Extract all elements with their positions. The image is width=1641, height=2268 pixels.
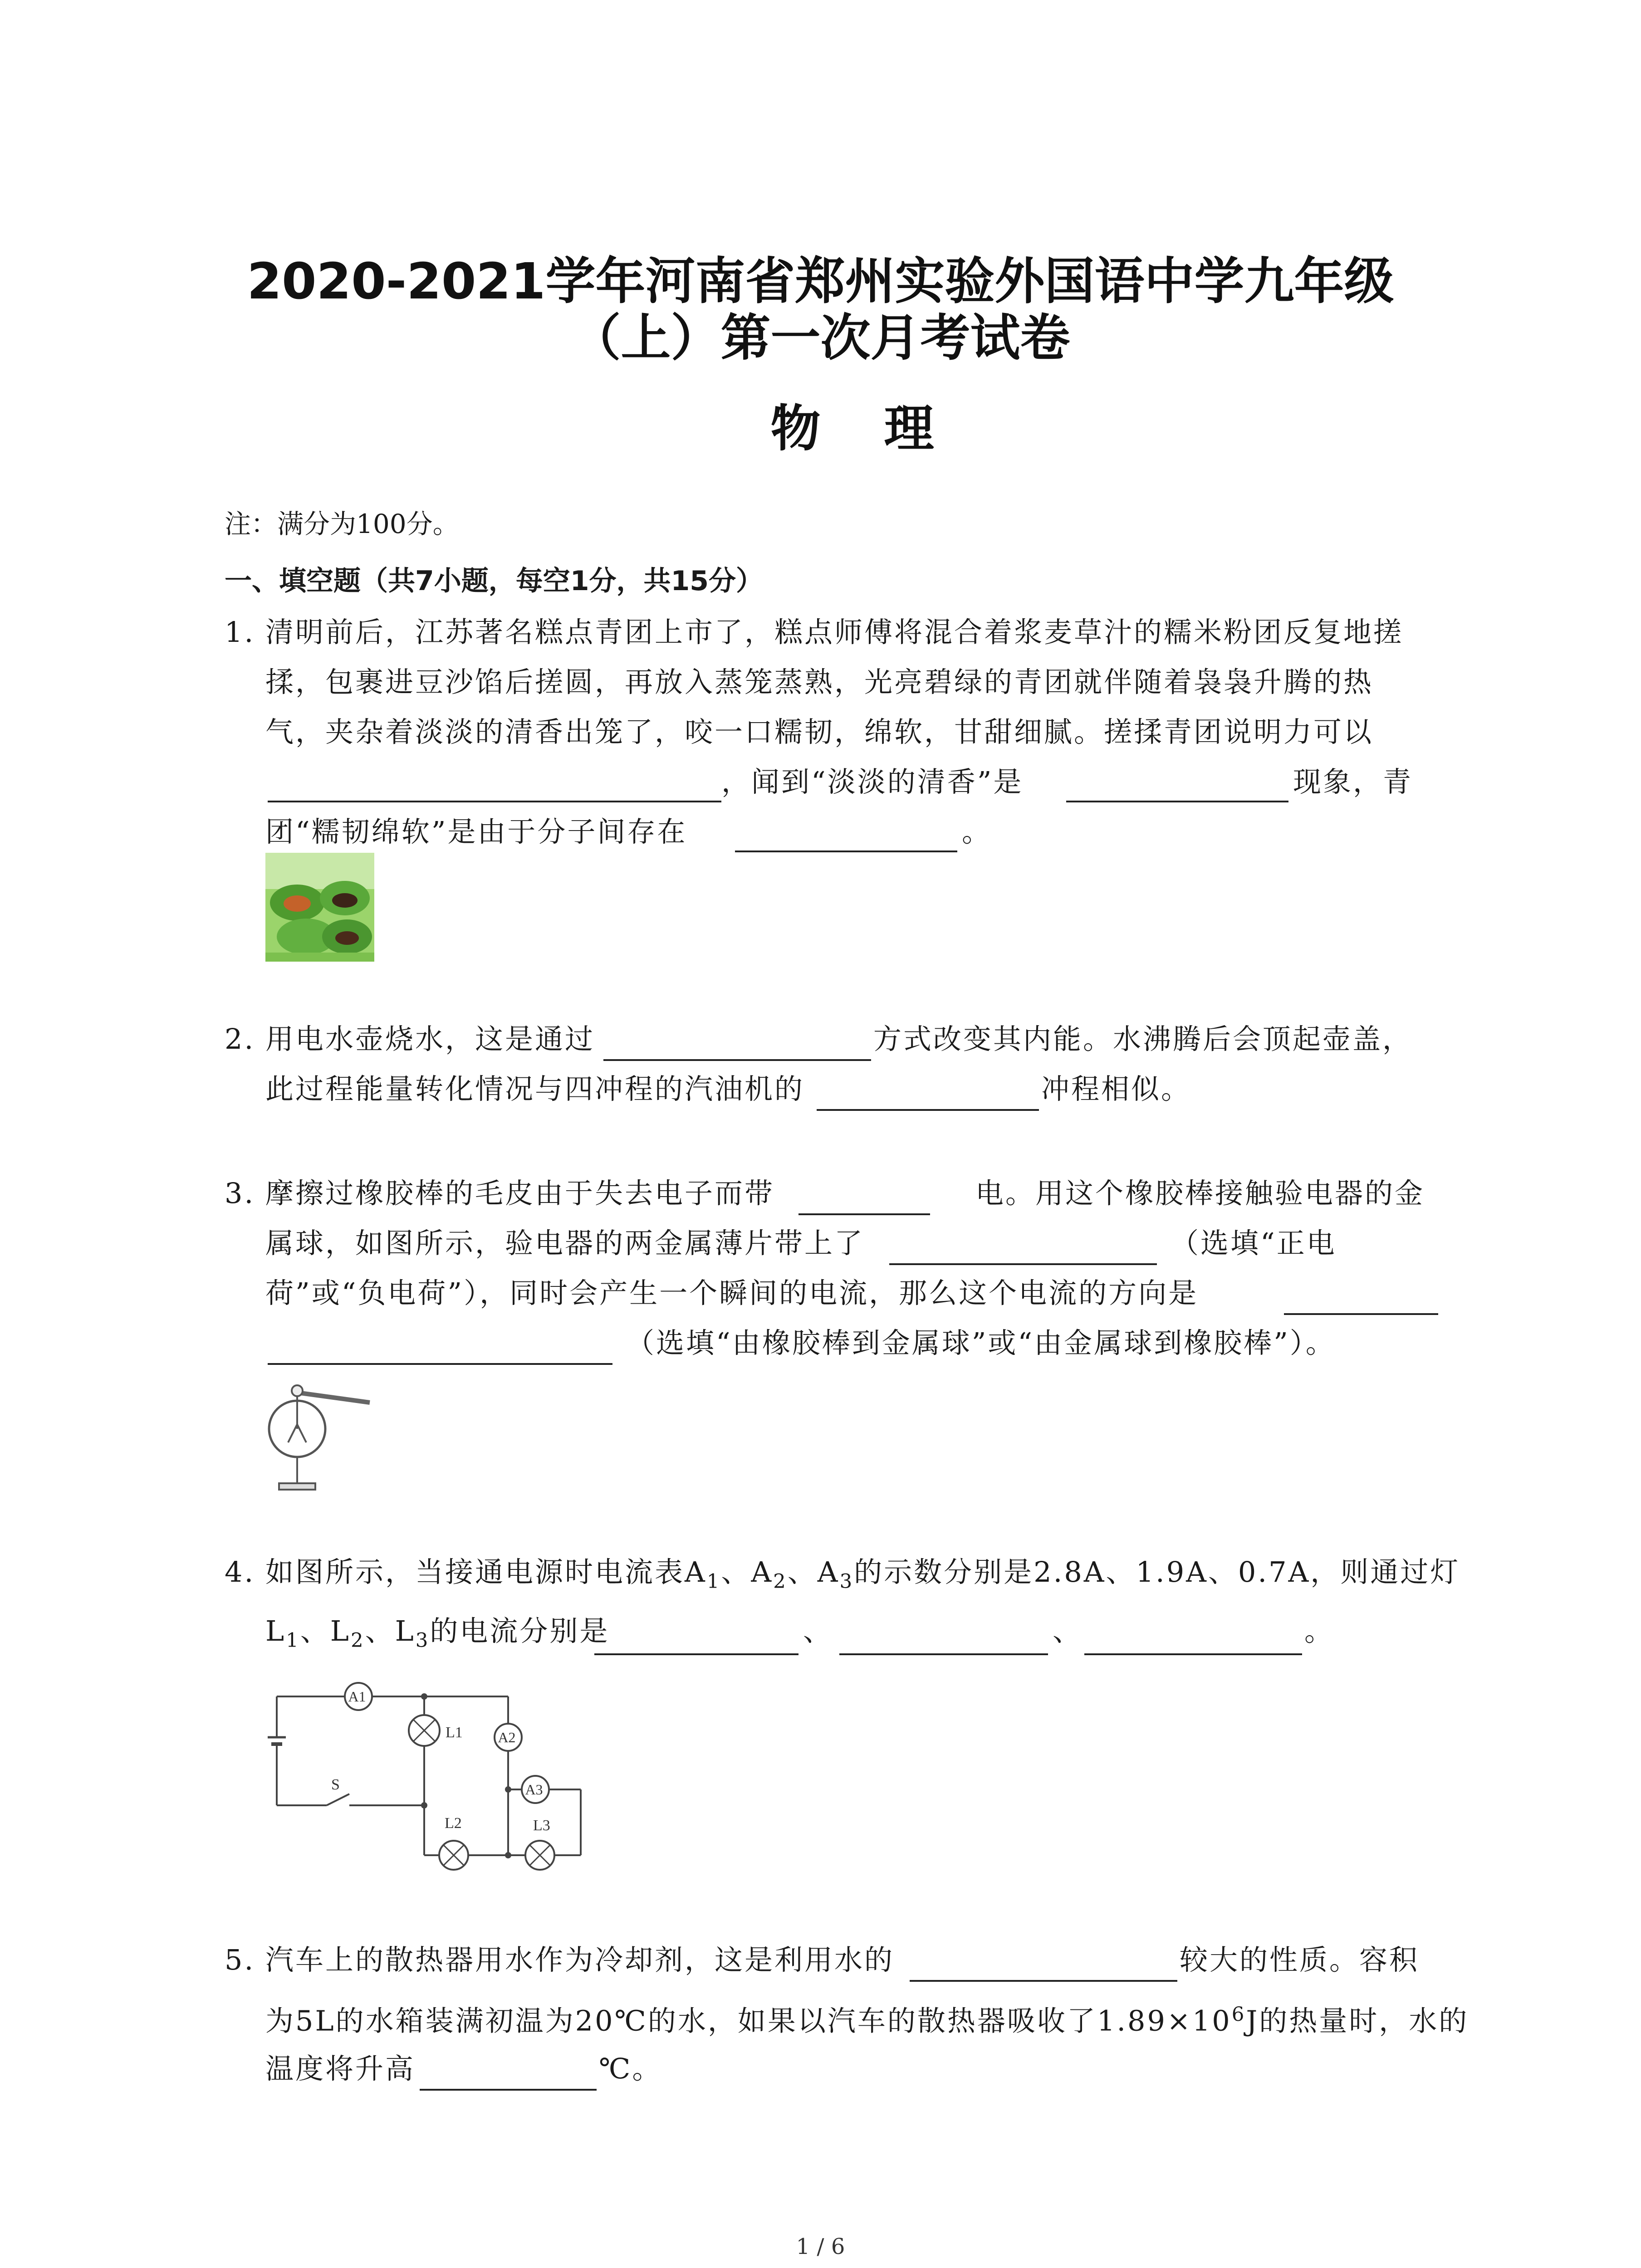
q4-blank-1[interactable] [594, 1653, 798, 1655]
q2-blank-1[interactable] [603, 1059, 871, 1061]
paper-title-line2: （上）第一次月考试卷 [571, 309, 1070, 367]
q4-number: 4. [225, 1555, 255, 1589]
q1-line4b: 现象，青 [1293, 765, 1413, 798]
q4-end: 。 [1304, 1614, 1335, 1647]
ammeter-a3-label: A3 [525, 1781, 543, 1798]
lamp-l2-label: L2 [445, 1815, 462, 1832]
q3-line1a: 摩擦过橡胶棒的毛皮由于失去电子而带 [265, 1177, 775, 1210]
q1-blank-3[interactable] [735, 850, 957, 852]
electroscope-figure [265, 1374, 374, 1501]
q4-dun-2: 、 [1053, 1614, 1083, 1647]
q4-line1: 如图所示，当接通电源时电流表$A_1$、$A_2$、$A_3$的示数分别是2.8A、1.9A、0.7A，则通过灯 [265, 1555, 1460, 1593]
ammeter-a2-label: A2 [498, 1729, 516, 1745]
circuit-diagram [268, 1674, 594, 1882]
q3-line3a: 荷”或“负电荷”），同时会产生一个瞬间的电流，那么这个电流的方向是 [265, 1276, 1199, 1310]
q5-line3b: ℃。 [599, 2052, 662, 2085]
q2-line1b: 方式改变其内能。水沸腾后会顶起壶盖， [873, 1022, 1413, 1056]
score-note: 注：满分为100分。 [225, 508, 459, 539]
q5-line1a: 汽车上的散热器用水作为冷却剂，这是利用水的 [265, 1943, 895, 1976]
q4-line2: $L_1$、$L_2$、$L_3$的电流分别是 [265, 1614, 610, 1652]
q5-line1b: 较大的性质。容积 [1180, 1943, 1420, 1976]
switch-s-label: S [331, 1776, 340, 1793]
subject-title: 物理 [770, 400, 998, 458]
q2-number: 2. [225, 1022, 255, 1056]
q4-dun-1: 、 [803, 1614, 833, 1647]
q2-blank-2[interactable] [817, 1109, 1039, 1111]
q5-line3a: 温度将升高 [265, 2052, 416, 2085]
q3-line2a: 属球，如图所示，验电器的两金属薄片带上了 [265, 1227, 865, 1260]
q3-blank-3a[interactable] [1284, 1313, 1438, 1315]
q1-line5b: 。 [962, 815, 992, 848]
q5-line2: 为5L的水箱装满初温为20℃的水，如果以汽车的散热器吸收了$1.89\times 10^6J$的热量时，水的 [265, 2003, 1469, 2038]
q5-number: 5. [225, 1943, 255, 1976]
q1-line2: 揉，包裹进豆沙馅后搓圆，再放入蒸笼蒸熟，光亮碧绿的青团就伴随着袅袅升腾的热 [265, 665, 1374, 699]
q3-blank-3b[interactable] [268, 1363, 612, 1365]
lamp-l1-label: L1 [446, 1724, 463, 1741]
q3-line2b: （选填“正电 [1171, 1227, 1337, 1260]
q2-line2a: 此过程能量转化情况与四冲程的汽油机的 [265, 1072, 805, 1105]
q3-blank-2[interactable] [889, 1263, 1157, 1265]
q5-blank-2[interactable] [420, 2089, 597, 2091]
q1-line4a: ，闻到“淡淡的清香”是 [721, 765, 1024, 798]
ammeter-a1-label: A1 [348, 1688, 366, 1705]
q2-line2b: 冲程相似。 [1041, 1072, 1191, 1105]
q3-number: 3. [225, 1177, 255, 1210]
page-number: 1 / 6 [796, 2234, 845, 2259]
q5-blank-1[interactable] [910, 1980, 1177, 1982]
q2-line1a: 用电水壶烧水，这是通过 [265, 1022, 595, 1056]
q3-line4b: （选填“由橡胶棒到金属球”或“由金属球到橡胶棒”）。 [626, 1326, 1336, 1359]
paper-title-line1: 2020-2021学年河南省郑州实验外国语中学九年级 [247, 252, 1394, 310]
q1-blank-2[interactable] [1066, 801, 1288, 802]
q1-line1: 清明前后，江苏著名糕点青团上市了，糕点师傅将混合着浆麦草汁的糯米粉团反复地搓 [265, 616, 1404, 649]
q4-blank-3[interactable] [1084, 1653, 1302, 1655]
q1-blank-1[interactable] [268, 801, 721, 802]
q1-line3: 气，夹杂着淡淡的清香出笼了，咬一口糯韧，绵软，甘甜细腻。搓揉青团说明力可以 [265, 715, 1374, 748]
q4-blank-2[interactable] [839, 1653, 1048, 1655]
q1-line5a: 团“糯韧绵软”是由于分子间存在 [265, 815, 687, 848]
qingtuan-photo [265, 853, 374, 962]
q3-blank-1[interactable] [798, 1213, 930, 1215]
q1-number: 1. [225, 616, 255, 649]
section-heading: 一、填空题（共7小题，每空1分，共15分） [225, 565, 763, 597]
lamp-l3-label: L3 [533, 1817, 550, 1834]
q3-line1b: 电。用这个橡胶棒接触验电器的金 [975, 1177, 1425, 1210]
